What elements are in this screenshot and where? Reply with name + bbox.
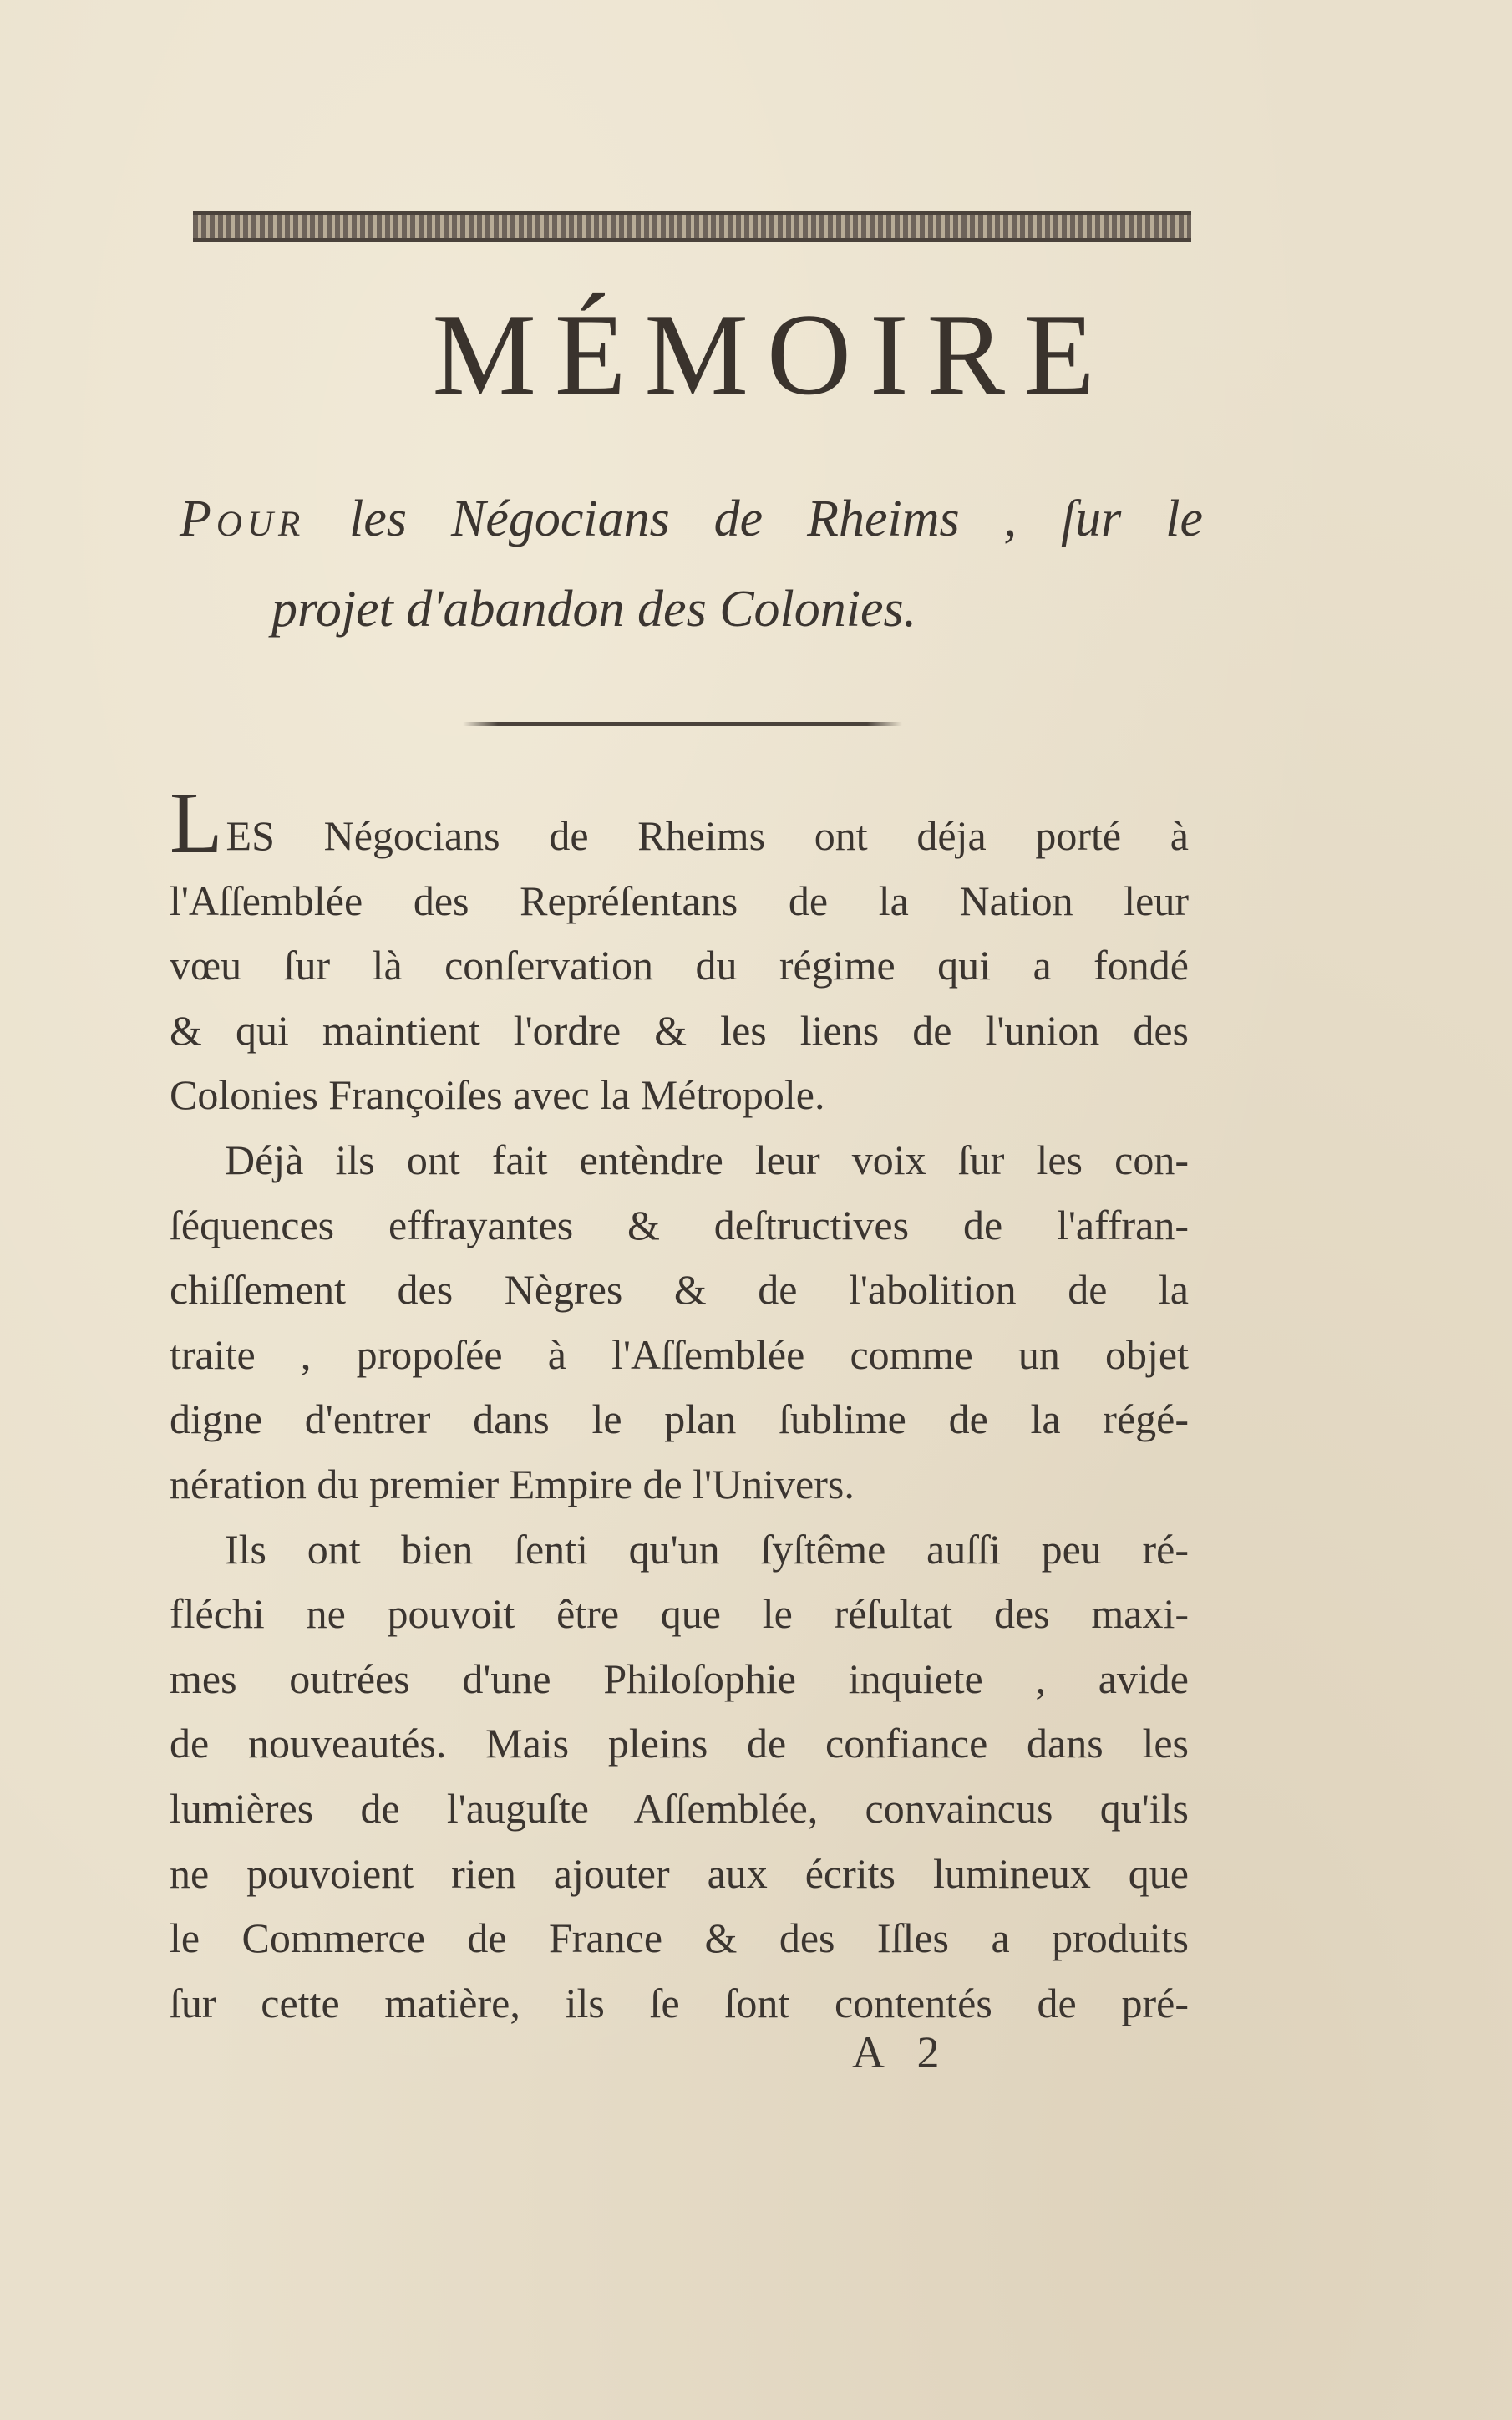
text-line: le Commerce de France & des Iſles a produits xyxy=(170,1914,1189,1962)
text-line: digne d'entrer dans le plan ſublime de la régé- xyxy=(170,1396,1189,1443)
subtitle-line-1 xyxy=(180,493,1203,545)
drop-cap: L xyxy=(170,775,223,871)
signature-mark: A 2 xyxy=(852,2027,951,2077)
page-title: MÉMOIRE xyxy=(432,290,1114,419)
text-line: nération du premier Empire de l'Univers. xyxy=(170,1460,855,1507)
subtitle-line-2: projet d'abandon des Colonies. xyxy=(271,581,917,638)
text-line xyxy=(170,775,1189,871)
text-line: l'Aſſemblée des Repréſentans de la Nation leur xyxy=(170,877,1189,924)
text-line: ſur cette matière, ils ſe ſont contentés de pré- xyxy=(170,1979,1189,2026)
text-line: mes outrées d'une Philoſophie inquiete , avide xyxy=(170,1655,1189,1702)
text-line: de nouveautés. Mais pleins de confiance dans les xyxy=(170,1720,1189,1767)
text-line: & qui maintient l'ordre & les liens de l'union des xyxy=(170,1006,1189,1054)
text-line: Colonies Françoiſes avec la Métropole. xyxy=(170,1071,825,1119)
text-line: ne pouvoient rien ajouter aux écrits lumineux que xyxy=(170,1849,1189,1897)
subtitle-line-1-text: les Négocians de Rheims , ſur le xyxy=(305,491,1203,547)
text-line: lumières de l'auguſte Aſſemblée, convaincus qu'ils xyxy=(170,1784,1189,1832)
ornamental-header-rule xyxy=(193,211,1191,242)
text-line: Ils ont bien ſenti qu'un ſyſtême auſſi peu ré- xyxy=(225,1525,1189,1573)
text-line: chiſſement des Nègres & de l'abolition de la xyxy=(170,1266,1189,1314)
body-text xyxy=(170,775,1189,2036)
text-line: fléchi ne pouvoit être que le réſultat des maxi- xyxy=(170,1590,1189,1638)
text-line: vœu ſur là conſervation du régime qui a fondé xyxy=(170,942,1189,989)
text-line-content: ES Négocians de Rheims ont déja porté à xyxy=(226,812,1189,859)
text-line: ſéquences effrayantes & deſtructives de l'affran- xyxy=(170,1201,1189,1248)
section-divider xyxy=(463,722,902,726)
text-line: Déjà ils ont fait entèndre leur voix ſur les con- xyxy=(225,1136,1189,1183)
subtitle-smallcaps: Pour xyxy=(180,491,306,547)
text-line: traite , propoſée à l'Aſſemblée comme un objet xyxy=(170,1330,1189,1378)
